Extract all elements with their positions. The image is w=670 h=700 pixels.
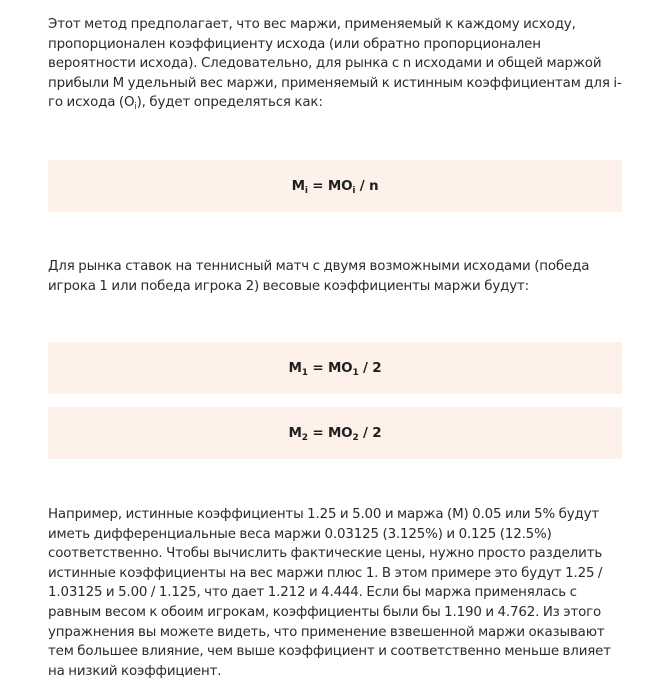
formula-tail: / n xyxy=(355,178,379,194)
formula-box-player-1 xyxy=(48,342,622,394)
formula-tail: / 2 xyxy=(358,425,382,441)
formula-general xyxy=(292,178,379,194)
formula-box-player-2 xyxy=(48,407,622,459)
formula-middle: = MO xyxy=(307,425,353,441)
formula-box-general xyxy=(48,160,622,212)
formula-middle: = MO xyxy=(307,178,353,194)
formula-subscript: i xyxy=(352,186,356,196)
formula-subscript: 2 xyxy=(352,433,359,443)
formula-subscript: i xyxy=(304,186,308,196)
paragraph-text: ), будет определяться как: xyxy=(136,95,323,111)
paragraph-example: Например, истинные коэффициенты 1.25 и 5.00 и маржа (M) 0.05 или 5% будут иметь дифференциальные веса маржи 0.03125 (3.125%) и 0.125 (12.5%) соответственно. Чтобы вычислить фактические цены, нужно просто разделить истинные коэффициенты на вес маржи плюс 1. В этом примере это будут 1.25 / 1.03125 и 5.00 / 1.125, что дает 1.212 и 4.444. Если бы маржа применялась с равным весом к обоим игрокам, коэффициенты были бы 1.190 и 4.762. Из этого упражнения вы можете видеть, что применение взвешенной маржи оказывают тем большее влияние, чем выше коэффициент и соответственно меньше влияет на низкий коэффициент. xyxy=(48,507,611,679)
formula-subscript: 1 xyxy=(301,368,308,378)
formula-lhs: M xyxy=(288,425,302,441)
formula-middle: = MO xyxy=(307,360,353,376)
formula-player-2 xyxy=(289,425,382,441)
paragraph-text: Этот метод предполагает, что вес маржи, применяемый к каждому исходу, пропорционален коэффициенту исхода (или обратно пропорционален вероятности исхода). Следовательно, для рынка с n исходами и общей маржой прибыли M удельный вес маржи, применяемый к истинным коэффициентам для i-го исхода (O xyxy=(48,17,622,111)
formula-lhs: M xyxy=(291,178,305,194)
paragraph-tennis-market: Для рынка ставок на теннисный матч с двумя возможными исходами (победа игрока 1 или победа игрока 2) весовые коэффициенты маржи будут: xyxy=(48,259,590,294)
paragraph-method-description xyxy=(48,15,623,113)
formula-lhs: M xyxy=(288,360,302,376)
formula-player-1 xyxy=(289,360,382,376)
formula-subscript: 1 xyxy=(352,368,359,378)
formula-tail: / 2 xyxy=(358,360,382,376)
subscript: i xyxy=(134,102,137,113)
formula-subscript: 2 xyxy=(301,433,308,443)
